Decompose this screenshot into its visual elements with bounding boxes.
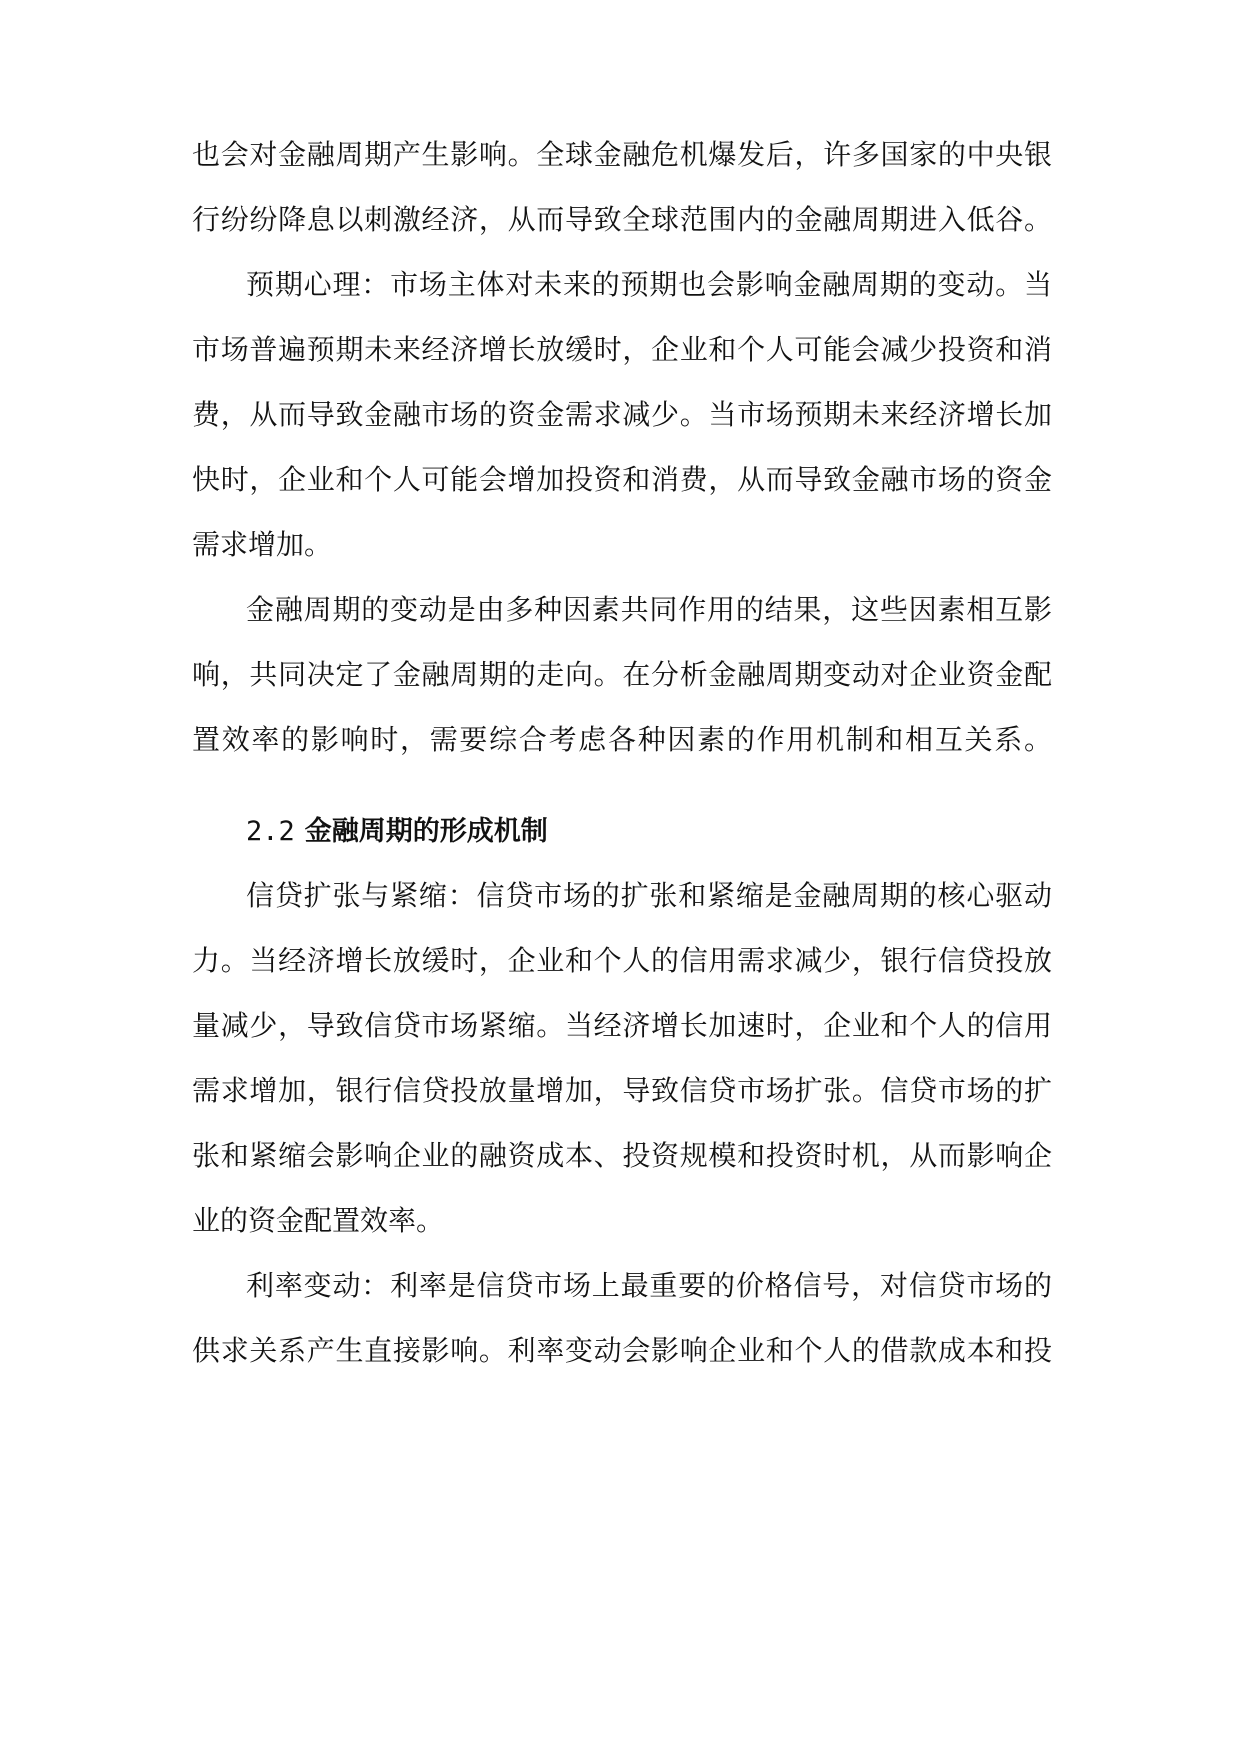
- section-number: 2.2: [246, 816, 295, 847]
- text-line: 快时，企业和个人可能会增加投资和消费，从而导致金融市场的资金: [192, 463, 1052, 496]
- text-line: 需求增加。: [192, 528, 333, 561]
- text-line: 也会对金融周期产生影响。全球金融危机爆发后，许多国家的中央银: [192, 138, 1052, 171]
- text-line: 量减少，导致信贷市场紧缩。当经济增长加速时，企业和个人的信用: [192, 1009, 1052, 1042]
- section-heading: [246, 812, 548, 852]
- text-line: 费，从而导致金融市场的资金需求减少。当市场预期未来经济增长加: [192, 398, 1052, 431]
- text-line: 置效率的影响时，需要综合考虑各种因素的作用机制和相互关系。: [192, 723, 1052, 756]
- text-line: 利率变动：利率是信贷市场上最重要的价格信号，对信贷市场的: [246, 1269, 1052, 1302]
- text-line: 供求关系产生直接影响。利率变动会影响企业和个人的借款成本和投: [192, 1334, 1052, 1367]
- text-line: 金融周期的变动是由多种因素共同作用的结果，这些因素相互影: [246, 593, 1052, 626]
- text-line: 张和紧缩会影响企业的融资成本、投资规模和投资时机，从而影响企: [192, 1139, 1052, 1172]
- text-line: 需求增加，银行信贷投放量增加，导致信贷市场扩张。信贷市场的扩: [192, 1074, 1052, 1107]
- section-title: 金融周期的形成机制: [304, 816, 548, 847]
- text-line: 信贷扩张与紧缩：信贷市场的扩张和紧缩是金融周期的核心驱动: [246, 879, 1052, 912]
- text-line: 响，共同决定了金融周期的走向。在分析金融周期变动对企业资金配: [192, 658, 1052, 691]
- text-line: 行纷纷降息以刺激经济，从而导致全球范围内的金融周期进入低谷。: [192, 203, 1052, 236]
- text-line: 业的资金配置效率。: [192, 1204, 445, 1237]
- text-line: 市场普遍预期未来经济增长放缓时，企业和个人可能会减少投资和消: [192, 333, 1052, 366]
- text-line: 力。当经济增长放缓时，企业和个人的信用需求减少，银行信贷投放: [192, 944, 1052, 977]
- text-line: 预期心理：市场主体对未来的预期也会影响金融周期的变动。当: [246, 268, 1052, 301]
